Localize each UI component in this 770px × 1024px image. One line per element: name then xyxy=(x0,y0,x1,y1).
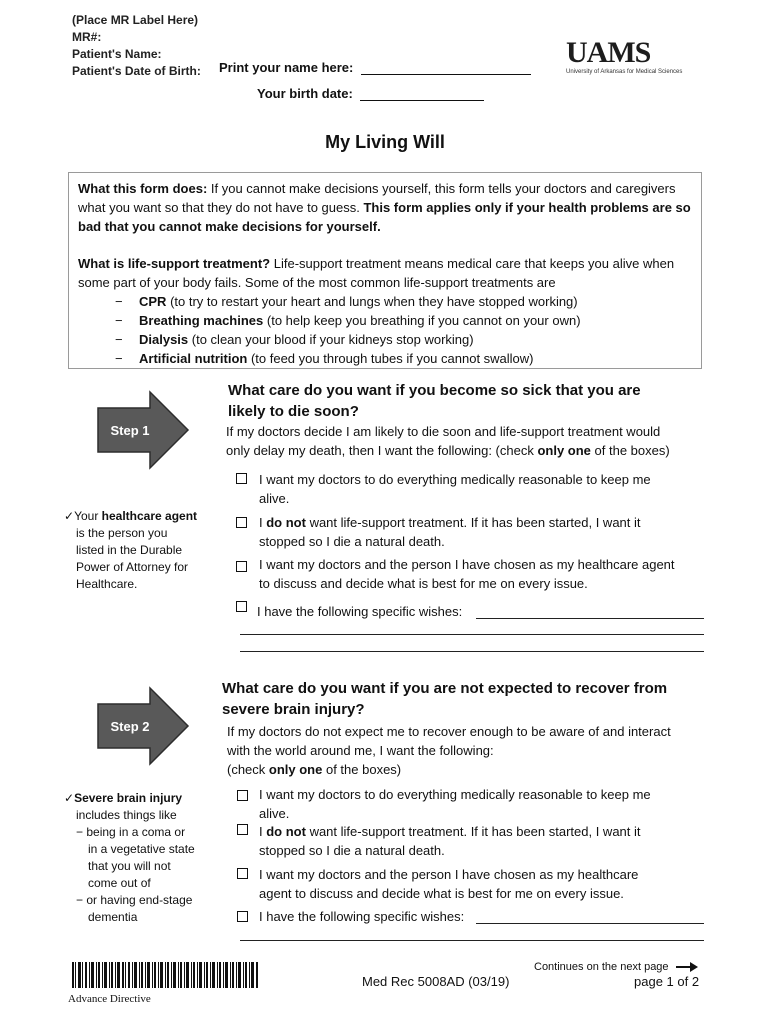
birth-date-field[interactable] xyxy=(360,87,484,101)
step-1-label: Step 1 xyxy=(110,423,150,438)
logo-subtitle: University of Arkansas for Medical Sciences xyxy=(566,69,683,75)
form-purpose-text: If you cannot make decisions yourself, this form tells your doctors and caregivers what you want so that they do not have to guess. xyxy=(78,181,676,215)
step-2-option-2: I do not want life-support treatment. If it has been started, I want it stopped so I die a natural death. xyxy=(259,824,641,858)
step-2-wishes-line[interactable] xyxy=(240,940,704,941)
page-number: page 1 of 2 xyxy=(634,974,700,989)
life-support-text: Life-support treatment means medical care that keeps you alive when some part of your body fails. Some of the most common life-support treatments are xyxy=(78,256,675,290)
step-1-wishes-line[interactable] xyxy=(240,651,704,652)
item-term: CPR xyxy=(139,294,167,309)
item-desc: (to try to restart your heart and lungs when they have stopped working) xyxy=(166,294,578,309)
instruction-line: If my doctors do not expect me to recover enough to be aware of and interact xyxy=(227,724,671,739)
item-term: Dialysis xyxy=(139,332,189,347)
logo-wordmark: UAMS xyxy=(566,36,651,69)
form-number: Med Rec 5008AD (03/19) xyxy=(362,974,510,989)
list-item: − Artificial nutrition (to feed you through tubes if you cannot swallow) xyxy=(115,351,534,366)
form-purpose-label: What this form does: xyxy=(78,181,208,196)
step-1-option-1-checkbox[interactable] xyxy=(236,473,247,484)
print-name-field[interactable] xyxy=(361,61,531,75)
barcode-image xyxy=(72,962,258,988)
step-1-option-1: I want my doctors to do everything medically reasonable to keep me alive. xyxy=(259,472,651,506)
mr-label-placeholder: (Place MR Label Here) xyxy=(72,13,199,27)
step-2-option-4: I have the following specific wishes: xyxy=(259,909,465,924)
item-term: Breathing machines xyxy=(139,313,264,328)
step-2-wishes-line[interactable] xyxy=(476,923,704,924)
instruction-line: only delay my death, then I want the following: (check only one of the boxes) xyxy=(226,443,670,458)
mr-number-label: MR#: xyxy=(72,30,102,44)
item-term: Artificial nutrition xyxy=(139,351,248,366)
step-2-option-4-checkbox[interactable] xyxy=(237,911,248,922)
print-name-row xyxy=(219,60,531,75)
step-1-option-4: I have the following specific wishes: xyxy=(257,604,463,619)
step-1-arrow xyxy=(96,390,190,470)
patient-name-label: Patient's Name: xyxy=(72,47,162,61)
step-1-option-3: I want my doctors and the person I have chosen as my healthcare agent to discuss and decide what is best for me on every issue. xyxy=(259,557,675,591)
arrow-right-icon xyxy=(675,961,699,973)
list-item: − Breathing machines (to help keep you breathing if you cannot on your own) xyxy=(115,313,581,328)
list-item: − Dialysis (to clean your blood if your kidneys stop working) xyxy=(115,332,474,347)
step-2-option-2-checkbox[interactable] xyxy=(237,824,248,835)
mr-label-area xyxy=(72,12,201,80)
step-1-instructions xyxy=(226,422,670,460)
step-2-instructions xyxy=(227,722,671,779)
question-line: likely to die soon? xyxy=(228,403,359,420)
step-2-label: Step 2 xyxy=(110,719,150,734)
step-1-option-2: I do not want life-support treatment. If it has been started, I want it stopped so I die a natural death. xyxy=(259,515,641,549)
item-desc: (to feed you through tubes if you cannot swallow) xyxy=(247,351,534,366)
form-purpose-bold: This form applies only if your health problems are so bad that you cannot make decisions for yourself. xyxy=(78,200,691,234)
uams-logo xyxy=(566,36,683,75)
step-2-question xyxy=(222,678,667,720)
step-1-wishes-line[interactable] xyxy=(240,634,704,635)
birth-date-row xyxy=(257,86,484,101)
item-desc: (to clean your blood if your kidneys stop working) xyxy=(188,332,474,347)
birth-date-label: Your birth date: xyxy=(257,86,353,101)
question-line: What care do you want if you are not expected to recover from xyxy=(222,680,668,697)
step-2-option-3: I want my doctors and the person I have chosen as my healthcare agent to discuss and decide what is best for me on every issue. xyxy=(259,867,639,901)
instruction-line: (check only one of the boxes) xyxy=(227,762,402,777)
step-1-question xyxy=(228,380,641,422)
check-icon: ✓ xyxy=(64,791,75,805)
step-2-sidenote: ✓Severe brain injury includes things like − being in a coma or in a vegetative state that you will not come out of − or having end-stage dementia xyxy=(64,791,195,924)
step-2-arrow xyxy=(96,686,190,766)
step-1-wishes-line[interactable] xyxy=(476,618,704,619)
question-line: What care do you want if you become so sick that you are xyxy=(228,382,641,399)
item-desc: (to help keep you breathing if you cannot on your own) xyxy=(263,313,581,328)
step-1-sidenote: ✓Your healthcare agent is the person you listed in the Durable Power of Attorney for Healthcare. xyxy=(64,509,198,591)
life-support-paragraph xyxy=(78,254,692,292)
instruction-line: If my doctors decide I am likely to die soon and life-support treatment would xyxy=(226,424,661,439)
step-1-option-3-checkbox[interactable] xyxy=(236,561,247,572)
continues-note: Continues on the next page xyxy=(534,961,699,973)
step-2-option-3-checkbox[interactable] xyxy=(237,868,248,879)
question-line: severe brain injury? xyxy=(222,701,365,718)
step-2-option-1: I want my doctors to do everything medically reasonable to keep me alive. xyxy=(259,787,651,821)
page-title: My Living Will xyxy=(325,132,445,152)
list-item: − CPR (to try to restart your heart and lungs when they have stopped working) xyxy=(115,294,578,309)
print-name-label: Print your name here: xyxy=(219,60,354,75)
intro-box xyxy=(68,172,702,369)
step-1-option-4-checkbox[interactable] xyxy=(236,601,247,612)
life-support-label: What is life-support treatment? xyxy=(78,256,271,271)
check-icon: ✓ xyxy=(64,509,75,523)
life-support-list xyxy=(78,292,692,368)
instruction-line: with the world around me, I want the following: xyxy=(227,743,494,758)
advance-directive-label: Advance Directive xyxy=(68,993,151,1005)
step-2-option-1-checkbox[interactable] xyxy=(237,790,248,801)
step-1-option-2-checkbox[interactable] xyxy=(236,517,247,528)
patient-dob-label: Patient's Date of Birth: xyxy=(72,64,201,78)
form-purpose-paragraph xyxy=(78,179,692,236)
